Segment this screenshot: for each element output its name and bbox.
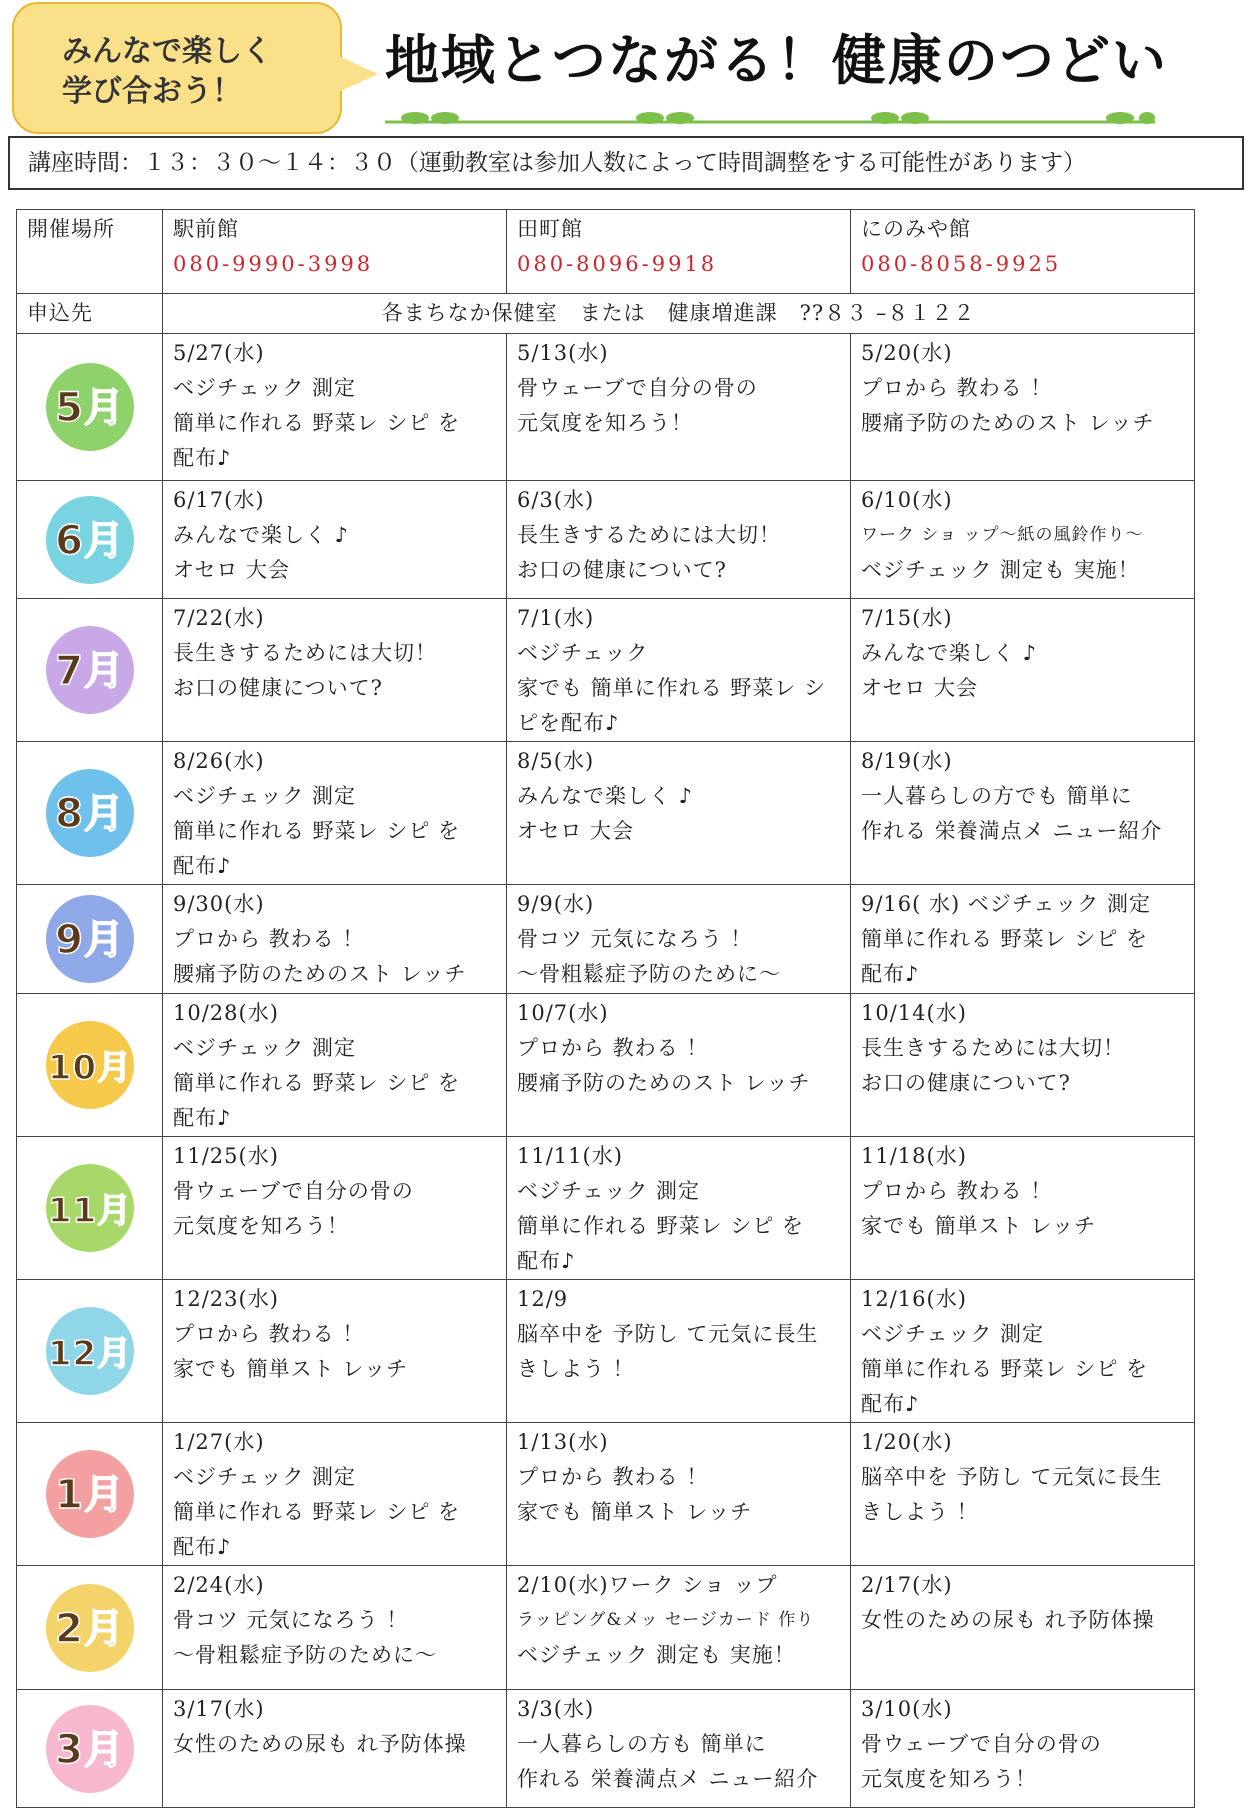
event-date: 1/27(水) xyxy=(173,1430,265,1454)
session-time-note: 講座時間：１３：３０～１４：３０（運動教室は参加人数によって時間調整をする可能性があります） xyxy=(8,136,1244,190)
event-cell xyxy=(851,334,1195,481)
event-date: 2/24(水) xyxy=(173,1573,265,1597)
event-cell xyxy=(507,994,851,1137)
month-badge-icon xyxy=(30,490,150,590)
event-text-line: オセロ 大会 xyxy=(861,676,979,700)
month-cell xyxy=(17,742,163,885)
event-text-line: 簡単に作れる 野菜レ シピ を xyxy=(173,819,461,843)
month-cell xyxy=(17,1280,163,1423)
month-cell xyxy=(17,334,163,481)
venue-ninomiya xyxy=(851,210,1195,294)
event-text-line: 腰痛予防のためのスト レッチ xyxy=(861,411,1155,435)
event-text-line: ベジチェック xyxy=(517,641,649,665)
month-row xyxy=(17,994,1195,1137)
month-cell xyxy=(17,481,163,599)
event-cell xyxy=(851,994,1195,1137)
event-cell xyxy=(163,481,507,599)
event-text-line: 簡単に作れる 野菜レ シピ を xyxy=(517,1214,805,1238)
event-cell xyxy=(851,885,1195,994)
event-text-line: プロから 教わる ！ xyxy=(517,1036,709,1060)
event-date: 7/15(水) xyxy=(861,606,953,630)
month-cell xyxy=(17,1137,163,1280)
event-text-line: 家でも 簡単スト レッチ xyxy=(173,1357,409,1381)
event-text-line: 配布♪ xyxy=(173,446,232,470)
event-text-line: プロから 教わる ！ xyxy=(517,1465,709,1489)
month-cell xyxy=(17,994,163,1137)
event-date: 10/14(水) xyxy=(861,1001,967,1025)
event-text-line: 配布♪ xyxy=(173,854,232,878)
event-cell xyxy=(163,334,507,481)
event-text-line: 女性のための尿も れ予防体操 xyxy=(861,1608,1155,1632)
event-date: 3/17(水) xyxy=(173,1697,265,1721)
event-text-line: 脳卒中を 予防し て元気に長生 xyxy=(517,1322,819,1346)
month-row xyxy=(17,1280,1195,1423)
month-cell xyxy=(17,885,163,994)
month-badge-icon xyxy=(30,357,150,457)
event-text-line: 元気度を知ろう！ xyxy=(861,1767,1037,1791)
bubble-line-1: みんなで楽しく xyxy=(62,34,272,69)
venue-name: 田町館 xyxy=(517,217,583,241)
event-text-line: ベジチェック 測定 xyxy=(517,1179,701,1203)
event-text-line: ピを配布♪ xyxy=(517,711,620,735)
venue-row xyxy=(17,210,1195,294)
schedule-table xyxy=(16,209,1195,1808)
month-badge-icon xyxy=(30,1699,150,1799)
event-cell xyxy=(507,334,851,481)
month-badge-icon xyxy=(30,1301,150,1401)
month-cell xyxy=(17,1566,163,1690)
event-date: 2/17(水) xyxy=(861,1573,953,1597)
event-date: 3/10(水) xyxy=(861,1697,953,1721)
event-text-line: 骨ウェーブで自分の骨の xyxy=(517,376,758,400)
month-label: 7月 xyxy=(54,648,125,694)
month-badge-icon xyxy=(30,1444,150,1544)
event-text-line: 腰痛予防のためのスト レッチ xyxy=(173,962,467,986)
event-date: 10/7(水) xyxy=(517,1001,609,1025)
event-text-line: ベジチェック 測定 xyxy=(173,1465,357,1489)
event-text-line: 一人暮らしの方も 簡単に xyxy=(517,1732,767,1756)
event-text-line: 配布♪ xyxy=(173,1106,232,1130)
event-text-line: 女性のための尿も れ予防体操 xyxy=(173,1732,467,1756)
event-cell xyxy=(851,1423,1195,1566)
event-text-line: プロから 教わる ！ xyxy=(173,1322,365,1346)
event-cell xyxy=(851,1566,1195,1690)
event-date: 6/10(水) xyxy=(861,488,953,512)
venue-ekimae xyxy=(163,210,507,294)
event-date: 8/19(水) xyxy=(861,749,953,773)
venue-name: 駅前館 xyxy=(173,217,239,241)
event-date: 8/26(水) xyxy=(173,749,265,773)
event-cell xyxy=(163,1566,507,1690)
event-date: 5/13(水) xyxy=(517,341,609,365)
month-label: 6月 xyxy=(54,517,125,564)
event-text-line: きしよう ！ xyxy=(861,1500,979,1524)
event-cell xyxy=(163,1280,507,1423)
month-badge-icon xyxy=(30,763,150,863)
event-text-line: 簡単に作れる 野菜レ シピ を xyxy=(861,927,1149,951)
event-text-line: 配布♪ xyxy=(517,1249,576,1273)
event-text-line: みんなで楽しく ♪ xyxy=(517,784,694,808)
event-text-line: 元気度を知ろう！ xyxy=(517,411,693,435)
event-text-line: プロから 教わる ！ xyxy=(173,927,365,951)
event-cell xyxy=(851,1137,1195,1280)
event-cell xyxy=(851,1690,1195,1808)
month-badge-icon xyxy=(30,620,150,720)
event-date: 3/3(水) xyxy=(517,1697,595,1721)
event-date: 9/16( 水) ベジチェック 測定 xyxy=(861,892,1151,916)
month-label: 9月 xyxy=(54,917,125,963)
event-cell xyxy=(163,1690,507,1808)
event-date: 5/27(水) xyxy=(173,341,265,365)
month-badge-icon xyxy=(30,1578,150,1678)
event-cell xyxy=(507,885,851,994)
event-date: 9/9(水) xyxy=(517,892,595,916)
event-text-line: 配布♪ xyxy=(861,962,920,986)
month-label: 1月 xyxy=(54,1472,125,1518)
event-cell xyxy=(507,481,851,599)
event-date: 11/25(水) xyxy=(173,1144,279,1168)
event-cell xyxy=(507,1566,851,1690)
apply-label: 申込先 xyxy=(17,294,163,334)
event-text-line: プロから 教わる ！ xyxy=(861,1179,1053,1203)
event-date: 12/9 xyxy=(517,1287,569,1311)
event-text-line: 配布♪ xyxy=(861,1392,920,1416)
event-text-line: 配布♪ xyxy=(173,1535,232,1559)
event-text-line: ベジチェック 測定も 実施！ xyxy=(861,558,1140,582)
month-row xyxy=(17,599,1195,742)
event-text-line: 家でも 簡単スト レッチ xyxy=(517,1500,753,1524)
event-text-line: オセロ 大会 xyxy=(517,819,635,843)
event-text-line: ～骨粗鬆症予防のために～ xyxy=(517,962,781,986)
month-cell xyxy=(17,1423,163,1566)
month-row xyxy=(17,334,1195,481)
event-date: 10/28(水) xyxy=(173,1001,279,1025)
event-cell xyxy=(851,742,1195,885)
month-badge-icon xyxy=(30,889,150,989)
month-label: 8月 xyxy=(54,791,125,837)
event-date: 1/13(水) xyxy=(517,1430,609,1454)
event-text-line: ワーク ショ ップ～紙の風鈴作り～ xyxy=(861,525,1144,545)
event-text-line: 簡単に作れる 野菜レ シピ を xyxy=(173,1500,461,1524)
event-date: 6/3(水) xyxy=(517,488,595,512)
apply-contact: 各まちなか保健室 または 健康増進課 ??８３ –８１２２ xyxy=(163,294,1195,334)
event-text-line: プロから 教わる ！ xyxy=(861,376,1053,400)
event-text-line: 骨コツ 元気になろう ！ xyxy=(517,927,753,951)
event-text-line: 骨ウェーブで自分の骨の xyxy=(861,1732,1102,1756)
event-text-line: 骨ウェーブで自分の骨の xyxy=(173,1179,414,1203)
event-date: 6/17(水) xyxy=(173,488,265,512)
venue-name: にのみや館 xyxy=(861,217,971,241)
event-text-line: ラッピング&メッ セージカード 作り xyxy=(517,1610,815,1630)
month-row xyxy=(17,885,1195,994)
month-label: 5月 xyxy=(54,385,125,431)
event-cell xyxy=(851,599,1195,742)
month-row xyxy=(17,742,1195,885)
event-text-line: お口の健康について? xyxy=(517,558,727,582)
event-text-line: 家でも 簡単に作れる 野菜レ シ xyxy=(517,676,827,700)
event-text-line: 簡単に作れる 野菜レ シピ を xyxy=(173,1071,461,1095)
event-text-line: ベジチェック 測定 xyxy=(173,1036,357,1060)
event-text-line: ベジチェック 測定も 実施！ xyxy=(517,1643,796,1667)
event-text-line: 脳卒中を 予防し て元気に長生 xyxy=(861,1465,1163,1489)
event-cell xyxy=(507,1690,851,1808)
event-cell xyxy=(163,1423,507,1566)
event-cell xyxy=(507,742,851,885)
event-text-line: みんなで楽しく ♪ xyxy=(173,523,350,547)
event-date: 1/20(水) xyxy=(861,1430,953,1454)
event-date: 2/10(水)ワーク ショ ップ xyxy=(517,1573,778,1597)
speech-bubble-tail xyxy=(330,52,378,96)
month-row xyxy=(17,1566,1195,1690)
page-title: 地域とつながる！健康のつどい xyxy=(385,29,1168,92)
event-date: 7/22(水) xyxy=(173,606,265,630)
month-row xyxy=(17,1690,1195,1808)
venue-label: 開催場所 xyxy=(17,210,163,294)
event-text-line: お口の健康について? xyxy=(173,676,383,700)
event-cell xyxy=(507,1137,851,1280)
event-cell xyxy=(163,599,507,742)
event-text-line: 作れる 栄養満点メ ニュー紹介 xyxy=(517,1767,819,1791)
event-text-line: 長生きするためには大切！ xyxy=(861,1036,1125,1060)
bubble-line-2: 学び合おう！ xyxy=(62,74,242,109)
event-text-line: みんなで楽しく ♪ xyxy=(861,641,1038,665)
venue-phone: 080-8096-9918 xyxy=(517,252,718,276)
event-text-line: 一人暮らしの方でも 簡単に xyxy=(861,784,1133,808)
event-text-line: 簡単に作れる 野菜レ シピ を xyxy=(173,411,461,435)
event-text-line: ベジチェック 測定 xyxy=(861,1322,1045,1346)
event-cell xyxy=(507,1423,851,1566)
event-text-line: ～骨粗鬆症予防のために～ xyxy=(173,1643,437,1667)
month-row xyxy=(17,1423,1195,1566)
bubble-text xyxy=(62,32,332,112)
venue-phone: 080-9990-3998 xyxy=(173,252,374,276)
event-date: 12/16(水) xyxy=(861,1287,967,1311)
event-text-line: 骨コツ 元気になろう ！ xyxy=(173,1608,409,1632)
event-date: 11/18(水) xyxy=(861,1144,967,1168)
event-cell xyxy=(851,481,1195,599)
event-text-line: きしよう ！ xyxy=(517,1357,635,1381)
event-text-line: 作れる 栄養満点メ ニュー紹介 xyxy=(861,819,1163,843)
event-text-line: 元気度を知ろう！ xyxy=(173,1214,349,1238)
event-date: 12/23(水) xyxy=(173,1287,279,1311)
event-text-line: お口の健康について? xyxy=(861,1071,1071,1095)
month-label: 12月 xyxy=(47,1334,132,1374)
event-text-line: 簡単に作れる 野菜レ シピ を xyxy=(861,1357,1149,1381)
event-cell xyxy=(507,599,851,742)
event-date: 8/5(水) xyxy=(517,749,595,773)
event-text-line: オセロ 大会 xyxy=(173,558,291,582)
event-text-line: ベジチェック 測定 xyxy=(173,376,357,400)
event-cell xyxy=(507,1280,851,1423)
speech-bubble xyxy=(12,2,342,134)
ribbon-divider xyxy=(385,112,1155,132)
event-date: 11/11(水) xyxy=(517,1144,623,1168)
month-row xyxy=(17,1137,1195,1280)
venue-tamachi xyxy=(507,210,851,294)
month-label: 11月 xyxy=(47,1191,132,1231)
event-date: 9/30(水) xyxy=(173,892,265,916)
month-cell xyxy=(17,599,163,742)
event-text-line: 腰痛予防のためのスト レッチ xyxy=(517,1071,811,1095)
event-text-line: ベジチェック 測定 xyxy=(173,784,357,808)
month-badge-icon xyxy=(30,1015,150,1115)
event-date: 7/1(水) xyxy=(517,606,595,630)
month-row xyxy=(17,481,1195,599)
event-cell xyxy=(163,885,507,994)
event-cell xyxy=(163,994,507,1137)
month-label: 2月 xyxy=(54,1605,125,1652)
event-text-line: 長生きするためには大切！ xyxy=(173,641,437,665)
event-cell xyxy=(163,742,507,885)
event-cell xyxy=(163,1137,507,1280)
month-label: 10月 xyxy=(47,1048,132,1088)
event-cell xyxy=(851,1280,1195,1423)
month-badge-icon xyxy=(30,1158,150,1258)
event-text-line: 家でも 簡単スト レッチ xyxy=(861,1214,1097,1238)
apply-row xyxy=(17,294,1195,334)
month-cell xyxy=(17,1690,163,1808)
venue-phone: 080-8058-9925 xyxy=(861,252,1062,276)
event-date: 5/20(水) xyxy=(861,341,953,365)
month-label: 3月 xyxy=(54,1726,125,1773)
event-text-line: 長生きするためには大切！ xyxy=(517,523,781,547)
